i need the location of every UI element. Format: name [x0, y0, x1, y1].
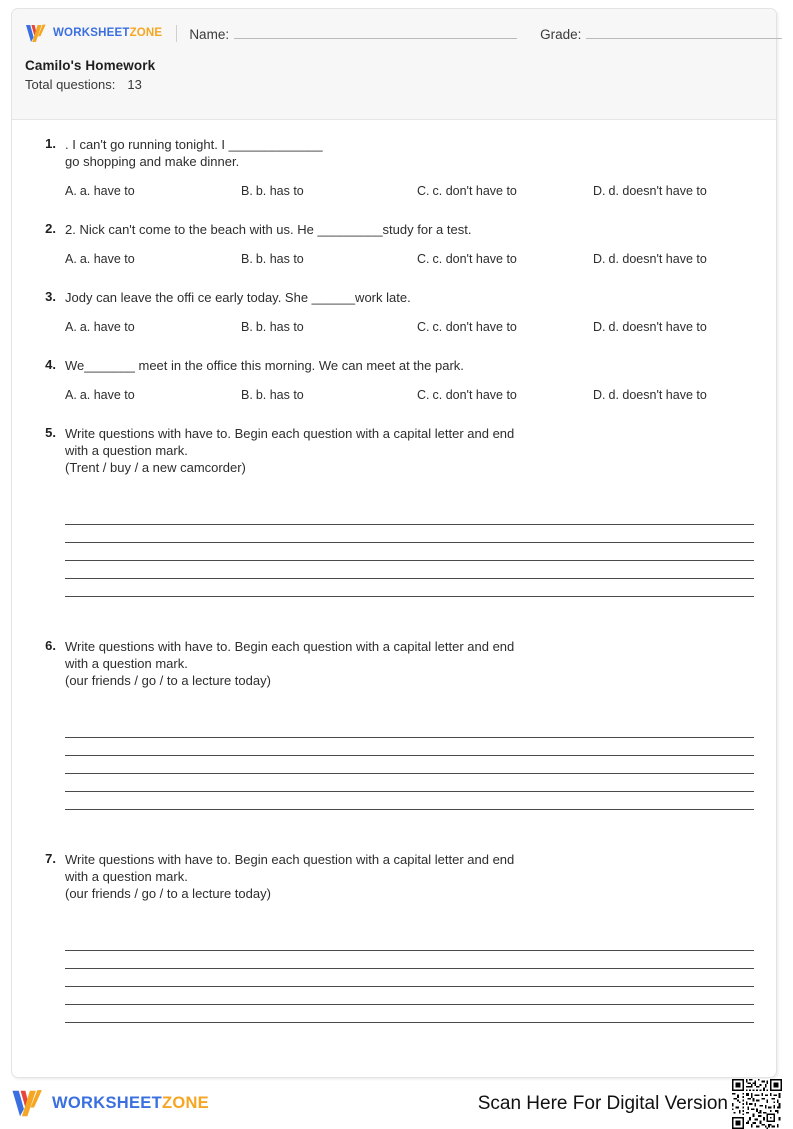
answer-option-c[interactable] — [417, 388, 593, 402]
answer-option-d[interactable] — [593, 388, 769, 402]
answer-option-c-text: c. don't have to — [432, 184, 517, 198]
question-number: 3. — [45, 289, 56, 304]
footer-logo-text-primary: WORKSHEET — [52, 1094, 162, 1112]
answer-option-d[interactable] — [593, 320, 769, 334]
answer-option-d-letter: D. — [593, 252, 606, 266]
answer-option-d[interactable] — [593, 184, 769, 198]
answer-option-d[interactable] — [593, 252, 769, 266]
footer-logo-text-secondary: ZONE — [161, 1094, 209, 1112]
answer-option-b-text: b. has to — [255, 388, 304, 402]
worksheet-header — [12, 9, 776, 120]
answer-line[interactable] — [65, 951, 754, 969]
answer-options — [65, 184, 769, 198]
answer-option-b-letter: B. — [241, 320, 253, 334]
question-text-line1: Write questions with have to. Begin each question with a capital letter and end — [65, 852, 515, 867]
answer-line[interactable] — [65, 987, 754, 1005]
answer-line[interactable] — [65, 507, 754, 525]
question-item — [32, 425, 756, 597]
question-text-line2: with a question mark. — [65, 656, 188, 671]
question-content — [56, 638, 756, 810]
answer-option-d-text: d. doesn't have to — [608, 184, 707, 198]
answer-option-d-text: d. doesn't have to — [608, 320, 707, 334]
answer-option-a[interactable] — [65, 252, 241, 266]
answer-option-d-text: d. doesn't have to — [608, 252, 707, 266]
answer-option-b-letter: B. — [241, 252, 253, 266]
grade-field[interactable] — [540, 25, 782, 42]
answer-option-c-text: c. don't have to — [432, 388, 517, 402]
question-spacer — [32, 597, 756, 638]
answer-line[interactable] — [65, 579, 754, 597]
answer-option-b-text: b. has to — [255, 320, 304, 334]
question-number: 5. — [45, 425, 56, 440]
answer-line[interactable] — [65, 933, 754, 951]
question-text — [65, 851, 756, 902]
answer-option-a[interactable] — [65, 320, 241, 334]
question-spacer — [32, 334, 756, 357]
answer-lines[interactable] — [65, 507, 756, 597]
question-content — [56, 221, 769, 266]
question-spacer — [32, 198, 756, 221]
answer-line[interactable] — [65, 774, 754, 792]
question-spacer — [32, 402, 756, 425]
answer-line[interactable] — [65, 969, 754, 987]
answer-lines[interactable] — [65, 720, 756, 810]
answer-option-b-letter: B. — [241, 184, 253, 198]
header-logo[interactable] — [25, 24, 162, 43]
header-divider — [176, 25, 177, 42]
answer-option-c-text: c. don't have to — [432, 320, 517, 334]
worksheet-title: Camilo's Homework — [25, 58, 156, 73]
question-text-line1: . I can't go running tonight. I _____________ — [65, 137, 323, 152]
question-content — [56, 425, 756, 597]
answer-option-a-text: a. have to — [79, 184, 135, 198]
name-field-input[interactable] — [234, 25, 517, 39]
question-number: 6. — [45, 638, 56, 653]
question-text — [65, 638, 756, 689]
grade-field-input[interactable] — [586, 25, 782, 39]
answer-options — [65, 252, 769, 266]
grade-field-label: Grade: — [540, 26, 582, 42]
answer-line[interactable] — [65, 792, 754, 810]
total-questions-label: Total questions: — [25, 77, 116, 92]
question-content — [56, 136, 769, 198]
answer-option-c[interactable] — [417, 184, 593, 198]
answer-option-b-text: b. has to — [255, 252, 304, 266]
question-text — [65, 425, 756, 476]
answer-option-d-letter: D. — [593, 320, 606, 334]
answer-line[interactable] — [65, 1005, 754, 1023]
answer-option-b-letter: B. — [241, 388, 253, 402]
answer-option-a-text: a. have to — [79, 320, 135, 334]
answer-option-c[interactable] — [417, 320, 593, 334]
answer-option-d-text: d. doesn't have to — [608, 388, 707, 402]
question-number: 7. — [45, 851, 56, 866]
question-number: 4. — [45, 357, 56, 372]
answer-option-c-letter: C. — [417, 320, 430, 334]
page-footer — [11, 1085, 782, 1122]
answer-lines[interactable] — [65, 933, 756, 1023]
answer-line[interactable] — [65, 561, 754, 579]
question-item — [32, 289, 756, 334]
worksheet-card — [11, 8, 777, 1078]
question-item — [32, 221, 756, 266]
question-text — [65, 136, 769, 170]
scan-instruction-text: Scan Here For Digital Version — [477, 1092, 728, 1114]
question-spacer — [32, 266, 756, 289]
answer-option-a[interactable] — [65, 388, 241, 402]
answer-option-d-letter: D. — [593, 388, 606, 402]
answer-option-c-letter: C. — [417, 388, 430, 402]
worksheet-zone-logo-icon — [11, 1089, 44, 1118]
answer-line[interactable] — [65, 756, 754, 774]
answer-option-a-letter: A. — [65, 320, 77, 334]
answer-option-c-letter: C. — [417, 252, 430, 266]
answer-line[interactable] — [65, 720, 754, 738]
question-text-line1: Write questions with have to. Begin each question with a capital letter and end — [65, 426, 515, 441]
answer-option-a-letter: A. — [65, 388, 77, 402]
header-identity-row — [12, 9, 776, 43]
answer-option-c-letter: C. — [417, 184, 430, 198]
question-prompt: (our friends / go / to a lecture today) — [65, 673, 271, 688]
question-item — [32, 136, 756, 198]
header-logo-text-primary: WORKSHEET — [53, 27, 130, 39]
questions-list — [12, 120, 776, 1023]
header-logo-text-secondary: ZONE — [129, 27, 163, 39]
total-questions-value: 13 — [127, 77, 142, 92]
answer-option-b[interactable] — [241, 320, 417, 334]
question-item — [32, 357, 756, 402]
worksheet-zone-logo-icon — [25, 24, 47, 43]
question-text-line2: with a question mark. — [65, 443, 188, 458]
question-number: 2. — [45, 221, 56, 236]
name-field-label: Name: — [189, 26, 230, 42]
answer-option-b-text: b. has to — [255, 184, 304, 198]
question-item — [32, 638, 756, 810]
answer-option-b[interactable] — [241, 184, 417, 198]
total-questions — [25, 77, 776, 92]
name-field[interactable] — [189, 25, 517, 42]
answer-option-a-text: a. have to — [79, 388, 135, 402]
question-text-line2: with a question mark. — [65, 869, 188, 884]
question-content — [56, 289, 769, 334]
answer-option-a[interactable] — [65, 184, 241, 198]
question-number: 1. — [45, 136, 56, 151]
header-logo-text — [53, 27, 162, 39]
question-text-line1: Write questions with have to. Begin each question with a capital letter and end — [65, 639, 515, 654]
answer-option-b[interactable] — [241, 388, 417, 402]
answer-options — [65, 320, 769, 334]
header-title-block — [12, 43, 776, 92]
answer-option-c[interactable] — [417, 252, 593, 266]
question-content — [56, 851, 756, 1023]
footer-logo-text — [52, 1094, 209, 1113]
answer-line[interactable] — [65, 738, 754, 756]
answer-options — [65, 388, 769, 402]
question-spacer — [32, 810, 756, 851]
question-text: Jody can leave the offi ce early today. She ______work late. — [65, 290, 411, 305]
footer-logo[interactable] — [11, 1089, 209, 1118]
answer-option-a-text: a. have to — [79, 252, 135, 266]
answer-option-a-letter: A. — [65, 184, 77, 198]
answer-option-a-letter: A. — [65, 252, 77, 266]
answer-option-b[interactable] — [241, 252, 417, 266]
answer-line[interactable] — [65, 525, 754, 543]
qr-code-icon[interactable] — [732, 1079, 782, 1129]
question-prompt: (our friends / go / to a lecture today) — [65, 886, 271, 901]
question-content — [56, 357, 769, 402]
question-item — [32, 851, 756, 1023]
answer-line[interactable] — [65, 543, 754, 561]
question-text: We_______ meet in the office this morning. We can meet at the park. — [65, 358, 464, 373]
footer-scan-block — [478, 1079, 782, 1129]
answer-option-d-letter: D. — [593, 184, 606, 198]
question-text-line2: go shopping and make dinner. — [65, 154, 240, 169]
answer-option-c-text: c. don't have to — [432, 252, 517, 266]
question-prompt: (Trent / buy / a new camcorder) — [65, 460, 246, 475]
question-text: 2. Nick can't come to the beach with us. He _________study for a test. — [65, 222, 472, 237]
